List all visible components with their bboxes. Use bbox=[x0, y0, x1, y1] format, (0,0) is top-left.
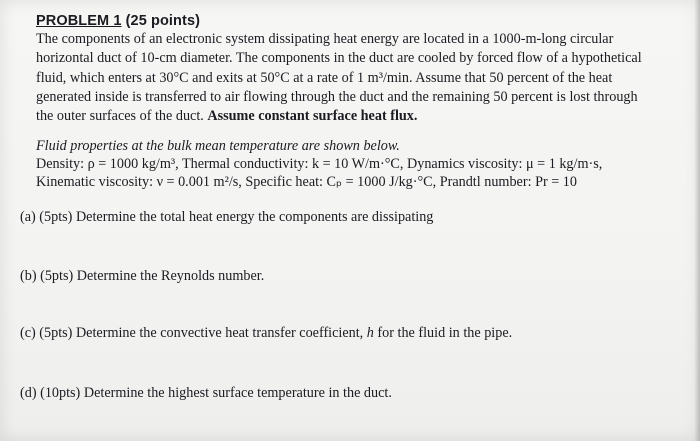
properties-heading: Fluid properties at the bulk mean temperature are shown below. bbox=[36, 138, 400, 154]
problem-heading: PROBLEM 1 bbox=[36, 13, 122, 29]
intro-last-text: the outer surfaces of the duct. bbox=[36, 108, 208, 125]
assumption-text: Assume constant surface heat flux. bbox=[207, 108, 418, 125]
intro-line: horizontal duct of 10-cm diameter. The components in the duct are cooled by forced flow of a hypothetical bbox=[36, 50, 642, 67]
question-d: (d) (10pts) Determine the highest surface temperature in the duct. bbox=[20, 385, 392, 401]
problem-points: (25 points) bbox=[121, 13, 201, 29]
question-a: (a) (5pts) Determine the total heat energy the components are dissipating bbox=[20, 209, 434, 225]
problem-statement bbox=[36, 30, 666, 126]
question-c-text: (c) (5pts) Determine the convective heat transfer coefficient, bbox=[20, 325, 367, 341]
intro-line: The components of an electronic system dissipating heat energy are located in a 1000-m-long circular bbox=[36, 31, 614, 47]
intro-line: generated inside is transferred to air flowing through the duct and the remaining 50 percent is lost through bbox=[36, 88, 638, 105]
h-variable: h bbox=[366, 325, 374, 341]
intro-line: fluid, which enters at 30°C and exits at 50°C at a rate of 1 m³/min. Assume that 50 percent of the heat bbox=[36, 69, 613, 86]
intro-line bbox=[36, 107, 666, 126]
question-b: (b) (5pts) Determine the Reynolds number. bbox=[20, 268, 265, 284]
properties-line: Density: ρ = 1000 kg/m³, Thermal conductivity: k = 10 W/m·°C, Dynamics viscosity: μ = 1 kg/m·s, bbox=[36, 156, 603, 172]
question-c-tail: for the fluid in the pipe. bbox=[373, 325, 513, 341]
question-c bbox=[20, 325, 512, 342]
problem-title bbox=[36, 13, 200, 29]
fluid-properties bbox=[36, 137, 676, 191]
properties-line: Kinematic viscosity: ν = 0.001 m²/s, Specific heat: Cₚ = 1000 J/kg·°C, Prandtl number: Pr = 10 bbox=[36, 174, 577, 190]
